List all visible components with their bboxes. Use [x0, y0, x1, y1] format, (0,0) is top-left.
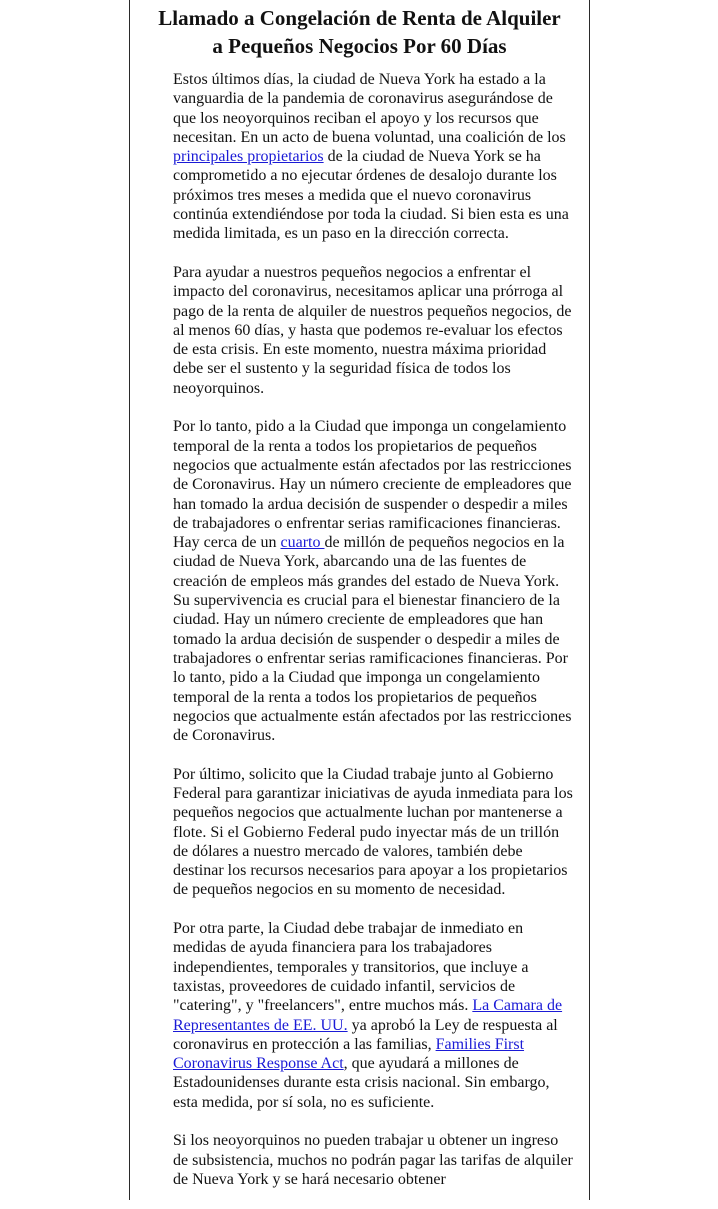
link-camara-representantes[interactable]: La Camara de Representantes de EE. UU. [173, 997, 563, 1034]
link-cuarto[interactable]: cuarto [280, 534, 325, 552]
title-line-2: a Pequeños Negocios Por 60 Días [212, 34, 507, 58]
paragraph-6: Si los neoyorquinos no pueden trabajar u obtener un ingreso de subsistencia, muchos no podrán pagar las tarifas de alquiler de Nueva York y se hará necesario obtener [173, 1132, 573, 1188]
paragraph-2: Para ayudar a nuestros pequeños negocios a enfrentar el impacto del coronavirus, necesitamos aplicar una prórroga al pago de la renta de alquiler de nuestros pequeños negocios, de al menos 60 días, y hasta que podemos re-evaluar los efectos de esta crisis. En este momento, nuestra máxima prioridad debe ser el sustento y la seguridad física de todos los neoyorquinos. [173, 263, 572, 397]
document-title [129, 4, 590, 60]
paragraph-4: Por último, solicito que la Ciudad trabaje junto al Gobierno Federal para garantizar iniciativas de ayuda inmediata para los pequeños negocios que actualmente luchan por mantenerse a flote. Si el Gobierno Federal pudo inyectar más de un trillón de dólares a nuestro mercado de valores, también debe destinar los recursos necesarios para apoyar a los propietarios de pequeños negocios en su momento de necesidad. [173, 765, 573, 899]
paragraph-5: Por otra parte, la Ciudad debe trabajar de inmediato en medidas de ayuda financiera para los trabajadores independientes, temporales y transitorios, que incluye a taxistas, proveedores de cuidado infantil, servicios de "catering", y "freelancers", entre muchos más. La Camara de Representantes de EE. UU. ya aprobó la Ley de respuesta al coronavirus en protección a las familias, Families First Coronavirus Response Act, que ayudará a millones de Estadounidenses durante esta crisis nacional. Sin embargo, esta medida, por sí sola, no es suficiente. [173, 920, 563, 1111]
paragraph-1: Estos últimos días, la ciudad de Nueva York ha estado a la vanguardia de la pandemia de coronavirus asegurándose de que los neoyorquinos reciban el apoyo y los recursos que necesitan. En un acto de buena voluntad, una coalición de los principales propietarios de la ciudad de Nueva York se ha comprometido a no ejecutar órdenes de desalojo durante los próximos tres meses a medida que el nuevo coronavirus continúa extendiéndose por toda la ciudad. Si bien esta es una medida limitada, es un paso en la dirección correcta. [173, 71, 569, 243]
paragraph-3: Por lo tanto, pido a la Ciudad que imponga un congelamiento temporal de la renta a todos los propietarios de pequeños negocios que actualmente están afectados por las restricciones de Coronavirus. Hay un número creciente de empleadores que han tomado la ardua decisión de suspender o despedir a miles de trabajadores o enfrentar serias ramificaciones financieras. Hay cerca de un cuarto de millón de pequeños negocios en la ciudad de Nueva York, abarcando una de las fuentes de creación de empleos más grandes del estado de Nueva York. Su supervivencia es crucial para el bienestar financiero de la ciudad. Hay un número creciente de empleadores que han tomado la ardua decisión de suspender o despedir a miles de trabajadores o enfrentar serias ramificaciones financieras. Por lo tanto, pido a la Ciudad que imponga un congelamiento temporal de la renta a todos los propietarios de pequeños negocios que actualmente están afectados por las restricciones de Coronavirus. [173, 418, 572, 745]
document-body [173, 70, 573, 1209]
title-line-1: Llamado a Congelación de Renta de Alquiler [158, 6, 561, 30]
link-principales-propietarios[interactable]: principales propietarios [173, 148, 324, 166]
link-families-first[interactable]: Families First Coronavirus Response Act [173, 1035, 525, 1073]
